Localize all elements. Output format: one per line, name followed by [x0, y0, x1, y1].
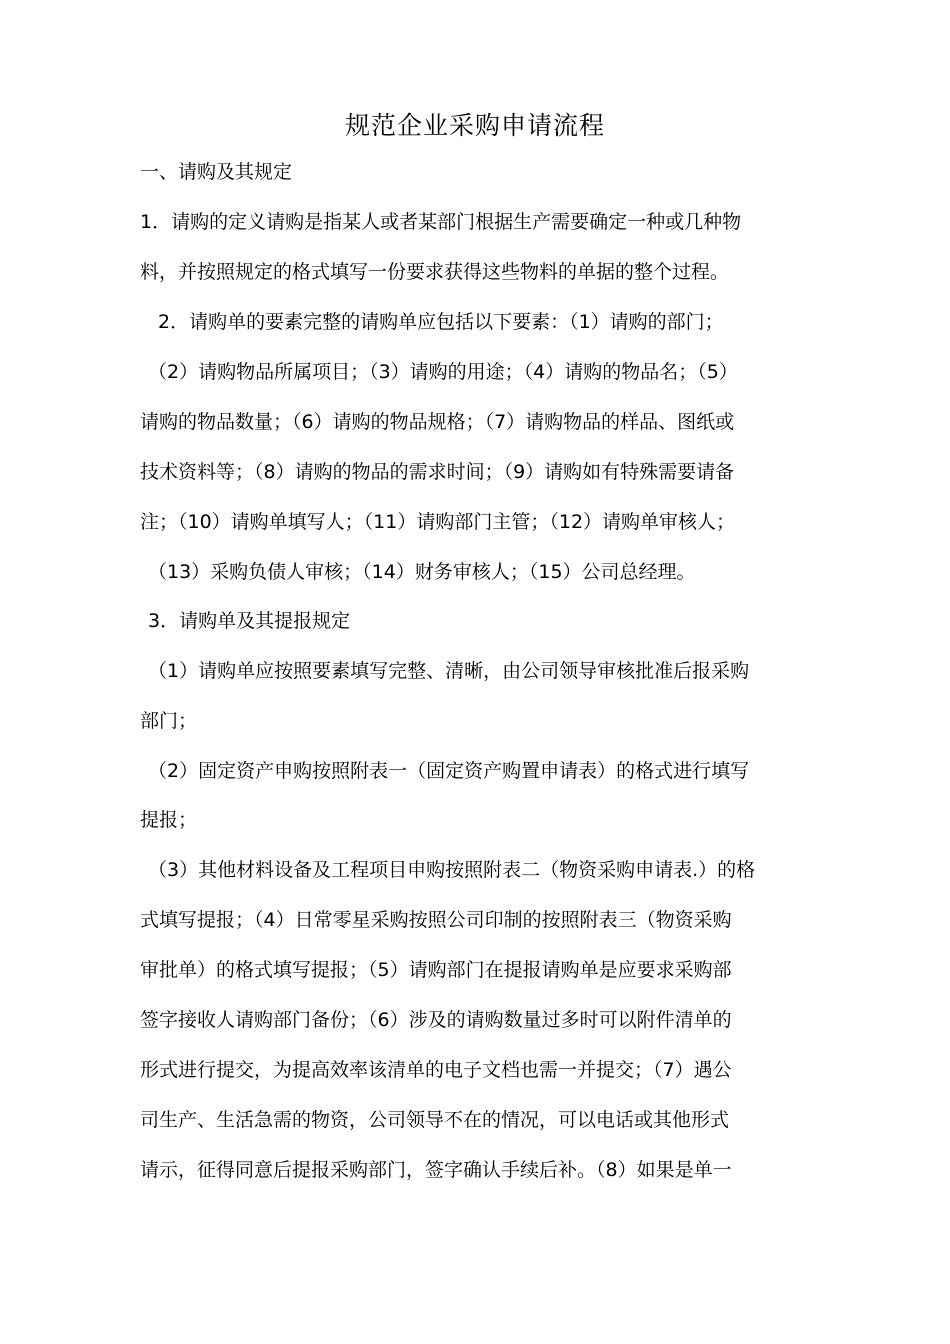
text-line: 技术资料等；（8）请购的物品的需求时间；（9）请购如有特殊需要请备 — [140, 461, 735, 483]
text-line: 请示，征得同意后提报采购部门，签字确认手续后补。（8）如果是单一 — [140, 1159, 732, 1181]
document-title: 规范企业采购申请流程 — [344, 111, 605, 140]
text-line: 提报； — [140, 809, 198, 831]
text-line: 签字接收人请购部门备份；（6）涉及的请购数量过多时可以附件清单的 — [140, 1009, 732, 1031]
text-line: （2）固定资产申购按照附表一（固定资产购置申请表）的格式进行填写 — [148, 760, 750, 782]
text-line: （3）其他材料设备及工程项目申购按照附表二（物资采购申请表.）的格 — [148, 859, 756, 881]
text-line: 2．请购单的要素完整的请购单应包括以下要素：（1）请购的部门； — [158, 311, 724, 333]
text-line: 请购的物品数量；（6）请购的物品规格；（7）请购物品的样品、图纸或 — [140, 411, 735, 433]
subsection-heading: 3．请购单及其提报规定 — [148, 610, 351, 632]
section-heading: 一、请购及其规定 — [140, 161, 293, 183]
text-line: （1）请购单应按照要素填写完整、清晰，由公司领导审核批准后报采购 — [148, 660, 750, 682]
text-line: 审批单）的格式填写提报；（5）请购部门在提报请购单是应要求采购部 — [140, 959, 732, 981]
text-line: 部门； — [140, 710, 198, 732]
text-line: 式填写提报；（4）日常零星采购按照公司印制的按照附表三（物资采购 — [140, 909, 732, 931]
text-line: 1．请购的定义请购是指某人或者某部门根据生产需要确定一种或几种物 — [140, 211, 742, 233]
text-line: 形式进行提交，为提高效率该清单的电子文档也需一并提交；（7）遇公 — [140, 1059, 732, 1081]
text-line: （13）采购负债人审核；（14）财务审核人；（15）公司总经理。 — [148, 561, 696, 583]
text-line: 司生产、生活急需的物资，公司领导不在的情况，可以电话或其他形式 — [140, 1109, 730, 1131]
text-line: 注；（10）请购单填写人；（11）请购部门主管；（12）请购单审核人； — [140, 511, 736, 533]
text-line: （2）请购物品所属项目；（3）请购的用途；（4）请购的物品名；（5） — [148, 361, 738, 383]
text-line: 料，并按照规定的格式填写一份要求获得这些物料的单据的整个过程。 — [140, 261, 730, 283]
